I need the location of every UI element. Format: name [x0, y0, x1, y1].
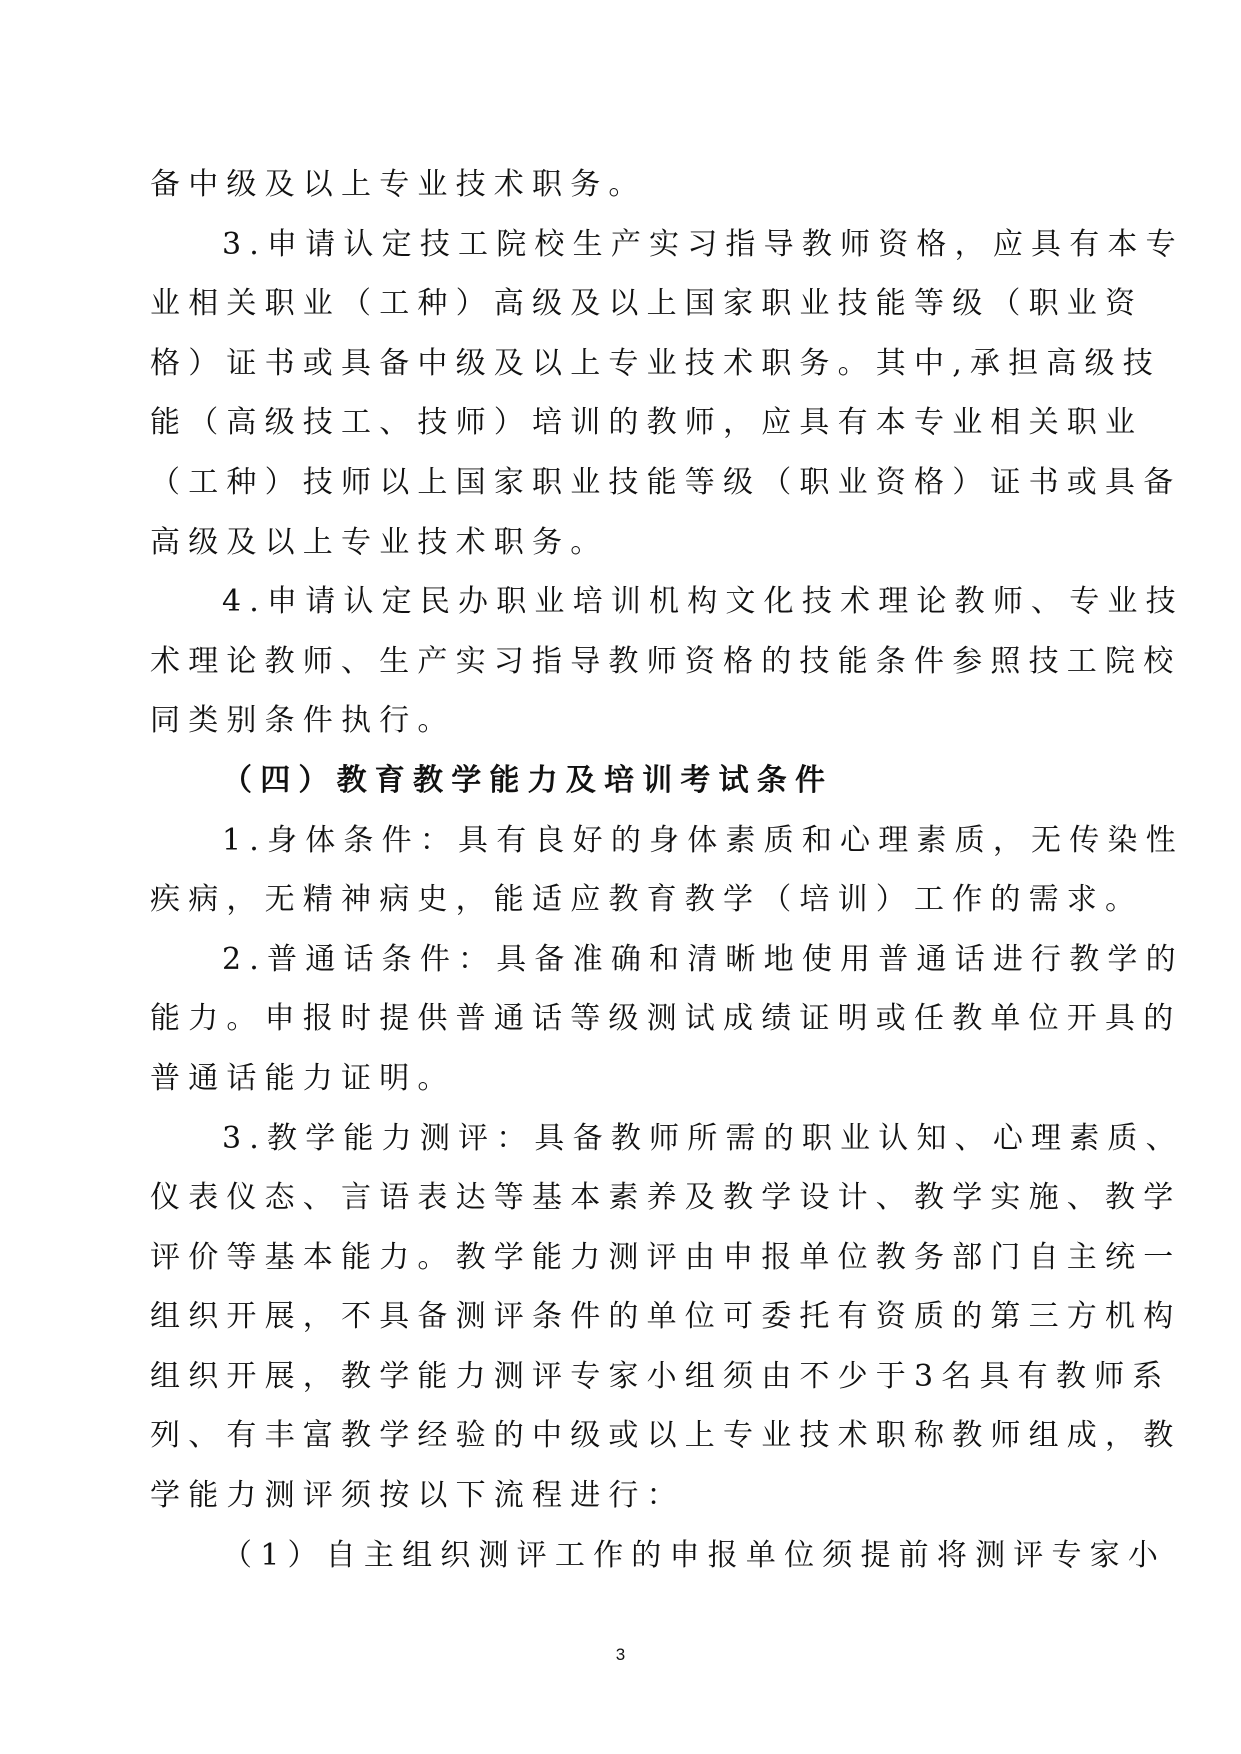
body-text	[150, 155, 1184, 1585]
paragraph-start-item-3: 3.申请认定技工院校生产实习指导教师资格，应具有本专	[222, 226, 1184, 262]
section-heading: （四）教育教学能力及培训考试条件	[222, 762, 834, 798]
text-line: 格）证书或具备中级及以上专业技术职务。其中,承担高级技	[150, 345, 1161, 381]
paragraph-start-subitem-1: （1）自主组织测评工作的申报单位须提前将测评专家小	[222, 1537, 1167, 1573]
paragraph-start-teaching-ability: 3.教学能力测评：具备教师所需的职业认知、心理素质、	[222, 1120, 1184, 1156]
text-line: 备中级及以上专业技术职务。	[150, 167, 647, 202]
text-line: 仪表仪态、言语表达等基本素养及教学设计、教学实施、教学	[150, 1180, 1182, 1216]
page-number: 3	[615, 1645, 626, 1664]
text-line: （工种）技师以上国家职业技能等级（职业资格）证书或具备	[150, 464, 1182, 500]
text-line: 能力。申报时提供普通话等级测试成绩证明或任教单位开具的	[150, 1001, 1182, 1037]
text-line: 能（高级技工、技师）培训的教师，应具有本专业相关职业	[150, 405, 1144, 441]
text-line: 术理论教师、生产实习指导教师资格的技能条件参照技工院校	[150, 643, 1182, 679]
text-line: 评价等基本能力。教学能力测评由申报单位教务部门自主统一	[150, 1239, 1182, 1275]
text-line: 高级及以上专业技术职务。	[150, 524, 609, 560]
text-line: 组织开展，教学能力测评专家小组须由不少于3名具有教师系	[150, 1358, 1171, 1394]
paragraph-start-physical: 1.身体条件：具有良好的身体素质和心理素质，无传染性	[222, 822, 1184, 858]
text-line: 业相关职业（工种）高级及以上国家职业技能等级（职业资	[150, 286, 1144, 322]
text-line: 普通话能力证明。	[150, 1060, 456, 1096]
text-line: 列、有丰富教学经验的中级或以上专业技术职称教师组成，教	[150, 1418, 1182, 1454]
paragraph-start-item-4: 4.申请认定民办职业培训机构文化技术理论教师、专业技	[222, 584, 1184, 620]
text-line: 疾病，无精神病史，能适应教育教学（培训）工作的需求。	[150, 882, 1144, 918]
paragraph-start-mandarin: 2.普通话条件：具备准确和清晰地使用普通话进行教学的	[222, 941, 1184, 977]
text-line: 学能力测评须按以下流程进行：	[150, 1478, 685, 1514]
text-line: 同类别条件执行。	[150, 703, 456, 739]
text-line: 组织开展，不具备测评条件的单位可委托有资质的第三方机构	[150, 1299, 1182, 1335]
